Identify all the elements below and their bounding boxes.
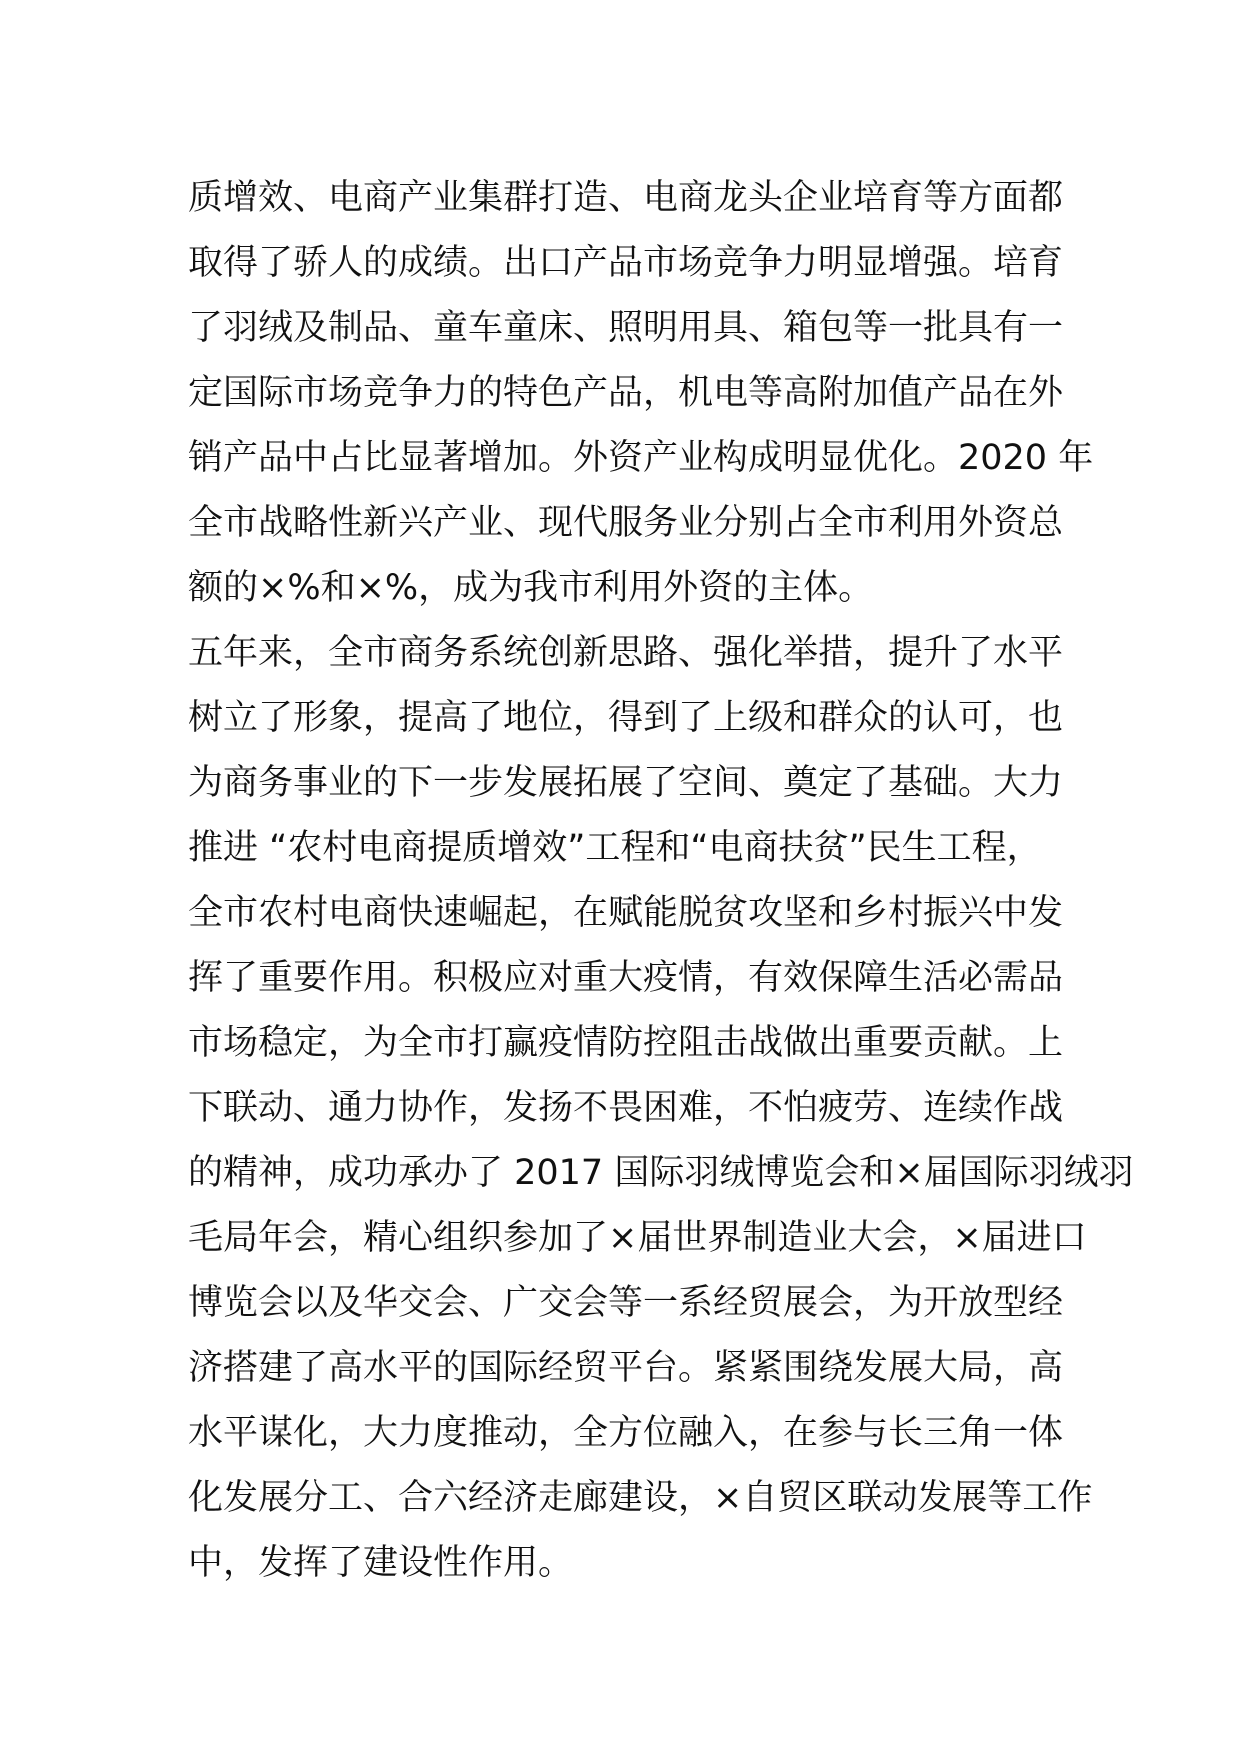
paragraph-line: 博览会以及华交会、广交会等一系经贸展会，为开放型经 xyxy=(188,1283,1064,1323)
paragraph-1 xyxy=(188,166,1094,621)
paragraph-line: 下联动、通力协作，发扬不畏困难，不怕疲劳、连续作战 xyxy=(188,1088,1064,1128)
paragraph-line: 挥了重要作用。积极应对重大疫情，有效保障生活必需品 xyxy=(188,958,1064,998)
paragraph-line: 水平谋化，大力度推动，全方位融入，在参与长三角一体 xyxy=(188,1413,1064,1453)
paragraph-line: 取得了骄人的成绩。出口产品市场竞争力明显增强。培育 xyxy=(188,243,1064,283)
paragraph-line: 全市农村电商快速崛起，在赋能脱贫攻坚和乡村振兴中发 xyxy=(188,893,1064,933)
paragraph-line: 的精神，成功承办了 2017 国际羽绒博览会和×届国际羽绒羽 xyxy=(188,1153,1134,1193)
paragraph-line: 市场稳定，为全市打赢疫情防控阻击战做出重要贡献。上 xyxy=(188,1023,1064,1063)
paragraph-line: 额的×%和×%，成为我市利用外资的主体。 xyxy=(188,568,874,608)
paragraph-line: 毛局年会，精心组织参加了×届世界制造业大会，×届进口 xyxy=(188,1218,1087,1258)
paragraph-line: 定国际市场竞争力的特色产品，机电等高附加值产品在外 xyxy=(188,373,1064,413)
paragraph-line: 销产品中占比显著增加。外资产业构成明显优化。2020 年 xyxy=(188,438,1094,478)
paragraph-line: 树立了形象，提高了地位，得到了上级和群众的认可，也 xyxy=(188,698,1064,738)
paragraph-line: 中，发挥了建设性作用。 xyxy=(188,1543,574,1583)
paragraph-line: 质增效、电商产业集群打造、电商龙头企业培育等方面都 xyxy=(188,178,1064,218)
paragraph-line: 为商务事业的下一步发展拓展了空间、奠定了基础。大力 xyxy=(188,763,1064,803)
paragraph-line: 五年来，全市商务系统创新思路、强化举措，提升了水平 xyxy=(188,633,1064,673)
paragraph-line: 济搭建了高水平的国际经贸平台。紧紧围绕发展大局，高 xyxy=(188,1348,1064,1388)
paragraph-line: 推进 “农村电商提质增效”工程和“电商扶贫”民生工程， xyxy=(188,828,1042,868)
paragraph-line: 了羽绒及制品、童车童床、照明用具、箱包等一批具有一 xyxy=(188,308,1064,348)
paragraph-2 xyxy=(188,621,1134,1596)
paragraph-line: 化发展分工、合六经济走廊建设，×自贸区联动发展等工作 xyxy=(188,1478,1093,1518)
paragraph-line: 全市战略性新兴产业、现代服务业分别占全市利用外资总 xyxy=(188,503,1064,543)
